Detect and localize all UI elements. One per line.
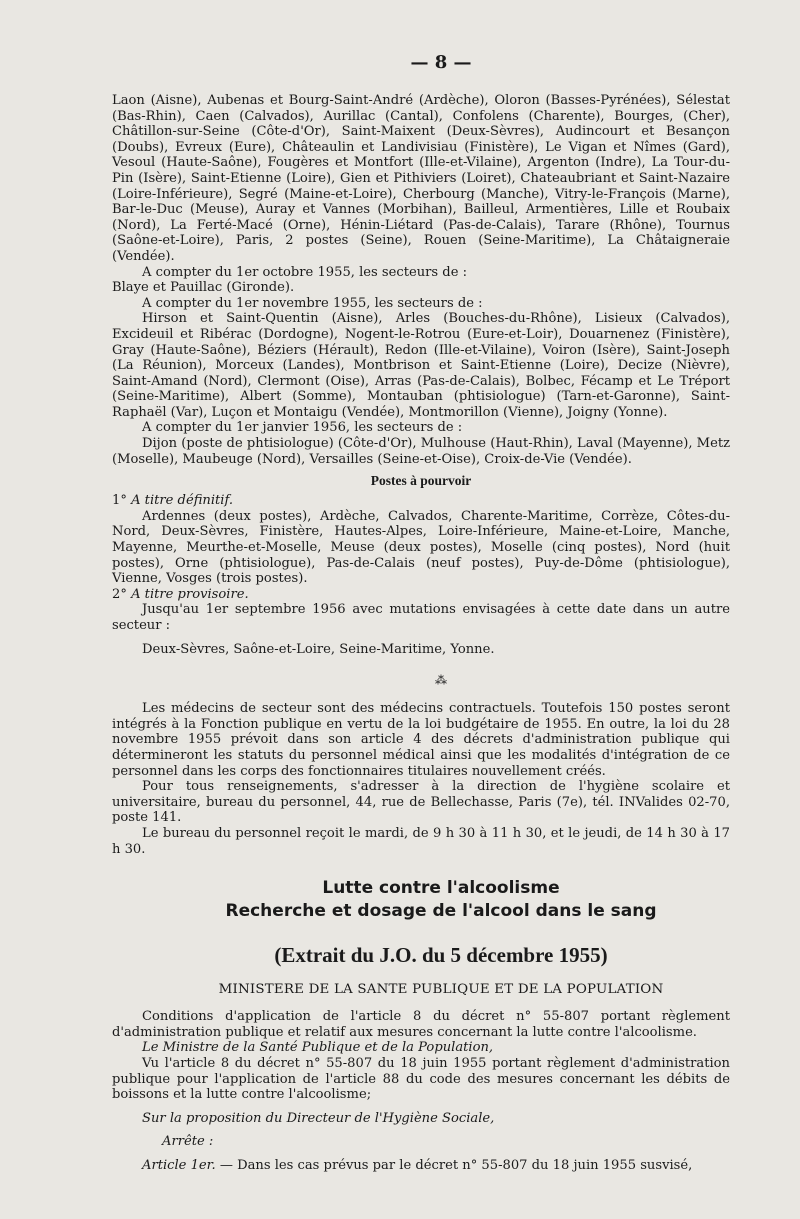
paragraph-proposition-wrap [112, 1111, 730, 1127]
ministry-heading: MINISTERE DE LA SANTE PUBLIQUE ET DE LA POPULATION [218, 982, 664, 998]
postes-item-1-label: A titre définitif. [131, 493, 234, 509]
paragraph-date-january: A compter du 1er janvier 1956, les secteurs de : [142, 420, 463, 436]
paragraph-conditions: Conditions d'application de l'article 8 du décret n° 55-807 portant règlement d'administration publique et relatif aux mesures concernant la lutte contre l'alcoolisme. [112, 1009, 730, 1040]
article-1-text: — Dans les cas prévus par le décret n° 55-807 du 18 juin 1955 susvisé, [219, 1157, 693, 1173]
postes-item-1-heading [112, 493, 730, 509]
paragraph-sector-list-4: Dijon (poste de phtisiologue) (Côte-d'Or), Mulhouse (Haut-Rhin), Laval (Mayenne), Metz (Moselle), Maubeuge (Nord), Versailles (Seine-et-Oise), Croix-de-Vie (Vendée). [112, 436, 730, 467]
paragraph-arrete: Arrête : [162, 1134, 214, 1150]
page-number: — 8 — [410, 52, 472, 73]
postes-item-2-list: Deux-Sèvres, Saône-et-Loire, Seine-Maritime, Yonne. [142, 641, 495, 657]
extract-title: (Extrait du J.O. du 5 décembre 1955) [274, 943, 608, 968]
postes-item-2-number: 2° [112, 586, 127, 602]
postes-item-1-text: Ardennes (deux postes), Ardèche, Calvados, Charente-Maritime, Corrèze, Côtes-du-Nord, Deux-Sèvres, Finistère, Hautes-Alpes, Loire-Inférieure, Maine-et-Loire, Manche, Mayenne, Meurthe-et-Moselle, Meuse (deux postes), Moselle (cinq postes), Nord (huit postes), Orne (phtisiologue), Pas-de-Calais (neuf postes), Puy-de-Dôme (phtisiologue), Vienne, Vosges (trois postes). [112, 508, 730, 587]
article-1-label: Article 1er. [142, 1157, 216, 1173]
paragraph-date-october: A compter du 1er octobre 1955, les secteurs de : [142, 264, 468, 280]
paragraph-minister-wrap [112, 1040, 730, 1056]
postes-item-2-text: Jusqu'au 1er septembre 1956 avec mutations envisagées à cette date dans un autre secteur : [112, 602, 730, 633]
paragraph-sector-list-3: Hirson et Saint-Quentin (Aisne), Arles (Bouches-du-Rhône), Lisieux (Calvados), Excideuil et Ribérac (Dordogne), Nogent-le-Rotrou (Eure-et-Loir), Douarnenez (Finistère), Gray (Haute-Saône), Béziers (Hérault), Redon (Ille-et-Vilaine), Voiron (Isère), Saint-Joseph (La Réunion), Morceux (Landes), Montbrison et Saint-Etienne (Loire), Decize (Nièvre), Saint-Amand (Nord), Clermont (Oise), Arras (Pas-de-Calais), Bolbec, Fécamp et Le Tréport (Seine-Maritime), Albert (Somme), Montauban (phtisiologue) (Tarn-et-Garonne), Saint-Raphaël (Var), Luçon et Montaigu (Vendée), Montmorillon (Vienne), Joigny (Yonne). [112, 311, 730, 420]
paragraph-arrete-wrap [112, 1134, 730, 1150]
paragraph-date-november: A compter du 1er novembre 1955, les secteurs de : [142, 295, 483, 311]
postes-item-2-label: A titre provisoire. [131, 586, 249, 602]
paragraph-sector-list-1: Laon (Aisne), Aubenas et Bourg-Saint-André (Ardèche), Oloron (Basses-Pyrénées), Sélestat (Bas-Rhin), Caen (Calvados), Aurillac (Cantal), Confolens (Charente), Bourges, (Cher), Châtillon-sur-Seine (Côte-d'Or), Saint-Maixent (Deux-Sèvres), Audincourt et Besançon (Doubs), Evreux (Eure), Châteaulin et Landivisiau (Finistère), Le Vigan et Nîmes (Gard), Vesoul (Haute-Saône), Fougères et Montfort (Ille-et-Vilaine), Argenton (Indre), La Tour-du-Pin (Isère), Saint-Etienne (Loire), Gien et Pithiviers (Loiret), Chateaubriant et Saint-Nazaire (Loire-Inférieure), Segré (Maine-et-Loire), Cherbourg (Manche), Vitry-le-François (Marne), Bar-le-Duc (Meuse), Auray et Vannes (Morbihan), Bailleul, Armentières, Lille et Roubaix (Nord), La Ferté-Macé (Orne), Hénin-Liétard (Pas-de-Calais), Tarare (Rhône), Tournus (Saône-et-Loire), Paris, 2 postes (Seine), Rouen (Seine-Maritime), La Châtaigneraie (Vendée). [112, 93, 730, 264]
section-subtitle-blood-alcohol: Recherche et dosage de l'alcool dans le sang [225, 901, 657, 922]
section-title-alcoholism: Lutte contre l'alcoolisme [322, 878, 560, 899]
paragraph-minister: Le Ministre de la Santé Publique et de la Population, [142, 1040, 494, 1056]
postes-item-1-number: 1° [112, 493, 127, 509]
paragraph-article-1 [112, 1158, 730, 1174]
paragraph-office-hours: Le bureau du personnel reçoit le mardi, de 9 h 30 à 11 h 30, et le jeudi, de 14 h 30 à 17 h 30. [112, 825, 730, 857]
paragraph-vu: Vu l'article 8 du décret n° 55-807 du 18 juin 1955 portant règlement d'administration publique pour l'application de l'article 88 du code des mesures concernant les débits de boissons et la lutte contre l'alcoolisme; [112, 1055, 730, 1103]
asterism-divider: ⁂ [435, 673, 447, 688]
paragraph-contractual-doctors: Les médecins de secteur sont des médecins contractuels. Toutefois 150 postes seront intégrés à la Fonction publique en vertu de la loi budgétaire de 1955. En outre, la loi du 28 novembre 1955 prévoit dans son article 4 des décrets d'administration publique qui détermineront les statuts du personnel médical ainsi que les modalités d'intégration de ce personnel dans les corps des fonctionnaires titulaires nouvellement créés. [112, 701, 730, 779]
paragraph-proposition: Sur la proposition du Directeur de l'Hygiène Sociale, [142, 1110, 495, 1126]
postes-item-2-heading [112, 587, 730, 603]
paragraph-sector-list-2: Blaye et Pauillac (Gironde). [112, 280, 295, 296]
postes-heading: Postes à pourvoir [370, 473, 472, 489]
paragraph-contact-info: Pour tous renseignements, s'adresser à la direction de l'hygiène scolaire et universitaire, bureau du personnel, 44, rue de Bellechasse, Paris (7e), tél. INValides 02-70, poste 141. [112, 779, 730, 826]
